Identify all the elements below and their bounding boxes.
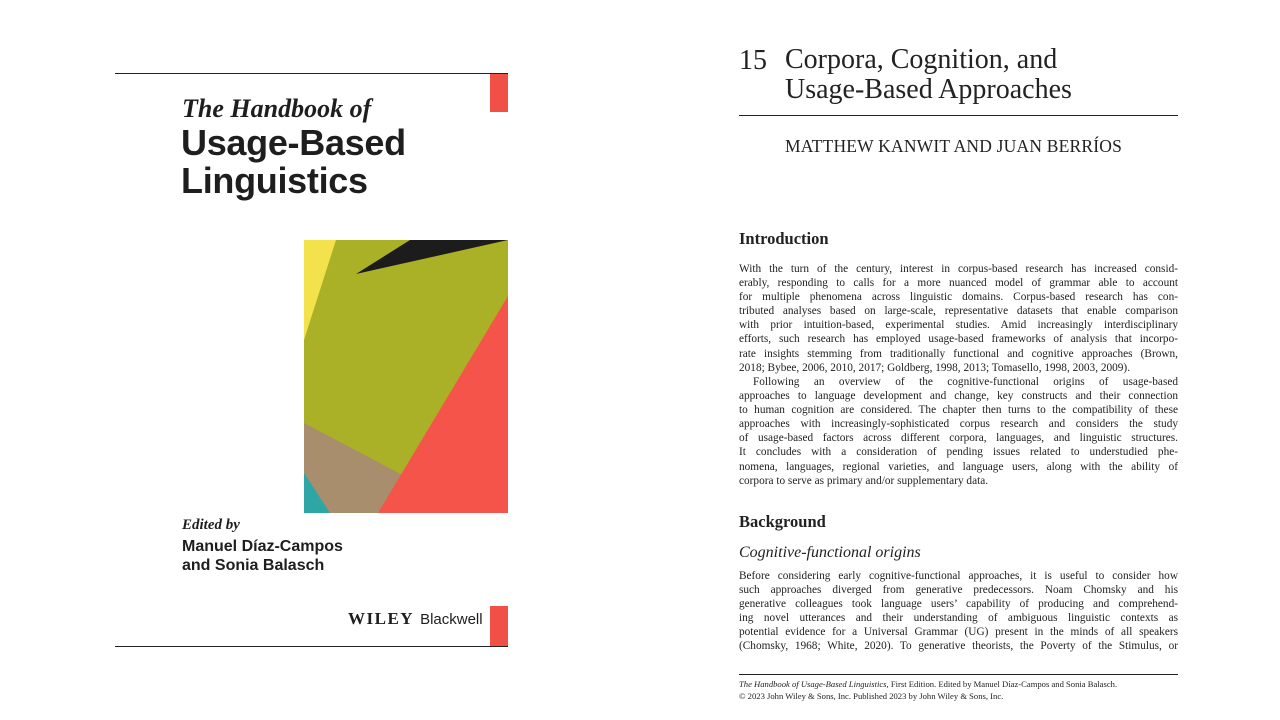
chapter-title-line-2: Usage-Based Approaches <box>785 74 1072 105</box>
text-line: approaches with increasingly-sophisticated corpus research and considers the study <box>739 418 1178 431</box>
text-line: erably, responding to calls for a more nuanced model of grammar able to account <box>739 277 1178 290</box>
editor-line-1: Manuel Díaz-Campos <box>182 538 343 555</box>
text-line: with prior intuition-based, experimental studies. Amid increasingly interdisciplinary <box>739 319 1178 332</box>
cover-bottom-rule <box>115 646 508 647</box>
text-line: generative colleagues took language users’ capability of producing and comprehend- <box>739 598 1178 611</box>
chapter-number: 15 <box>739 45 767 76</box>
intro-paragraph-2 <box>739 375 1178 488</box>
text-line: It concludes with a consideration of pending issues related to understudied phe- <box>739 446 1178 459</box>
text-line: of usage-based factors across different corpora, languages, and linguistic structures. <box>739 432 1178 445</box>
cover-red-tab-bottom <box>490 606 508 646</box>
publisher-blackwell: Blackwell <box>420 611 483 628</box>
text-line: tributed analyses based on large-scale, representative datasets that enable comparison <box>739 305 1178 318</box>
text-line: (Chomsky, 1968; White, 2020). To generative theorists, the Poverty of the Stimulus, or <box>739 640 1178 653</box>
text-line: nomena, languages, regional varieties, and language users, along with the ability of <box>739 460 1178 473</box>
chapter-title-rule <box>739 115 1178 116</box>
footnote-line-2: © 2023 John Wiley & Sons, Inc. Published 2023 by John Wiley & Sons, Inc. <box>739 690 1004 701</box>
text-line: Following an overview of the cognitive-functional origins of usage-based <box>753 376 1178 388</box>
cover-title-italic: The Handbook of <box>182 94 372 123</box>
chapter-page <box>640 0 1280 720</box>
cover-red-tab-top <box>490 74 508 112</box>
text-line: approaches to language development and change, key constructs and their connection <box>739 390 1178 403</box>
cover-title <box>181 124 406 200</box>
text-line: ing novel utterances and their understanding of ambiguous linguistic contexts as <box>739 612 1178 625</box>
background-heading: Background <box>739 512 826 531</box>
chapter-title <box>785 45 1072 105</box>
footnote-line-1: The Handbook of Usage-Based Linguistics, First Edition. Edited by Manuel Díaz-Campos and Sonia Balasch. <box>739 679 1118 689</box>
text-line: potential evidence for a Universal Grammar (UG) present in the minds of all speakers <box>739 626 1178 639</box>
publisher-logo <box>348 609 483 629</box>
intro-paragraph-1 <box>739 262 1178 375</box>
text-line: for multiple phenomena across linguistic domains. Corpus-based research has con- <box>739 291 1178 304</box>
background-paragraph-1 <box>739 569 1178 654</box>
editor-line-2: and Sonia Balasch <box>182 557 325 574</box>
edited-by-label: Edited by <box>182 517 240 533</box>
chapter-authors: MATTHEW KANWIT AND JUAN BERRÍOS <box>785 136 1123 156</box>
text-line: Before considering early cognitive-functional approaches, it is useful to consider how <box>739 570 1178 582</box>
text-line: With the turn of the century, interest in corpus-based research has increased consid- <box>739 263 1178 275</box>
cover-title-line-2: Linguistics <box>181 160 368 201</box>
cover-top-rule <box>115 73 508 74</box>
footnote-rule <box>739 674 1178 675</box>
publisher-wiley: WILEY <box>348 609 415 628</box>
chapter-title-line-1: Corpora, Cognition, and <box>785 44 1058 75</box>
text-line: rate insights stemming from traditionally functional and cognitive approaches (Brown, <box>739 347 1178 360</box>
text-line: such approaches diverged from generative predecessors. Noam Chomsky and his <box>739 584 1178 597</box>
intro-heading: Introduction <box>739 229 829 248</box>
text-line: corpora to serve as primary and/or supplementary data. <box>739 474 989 487</box>
copyright-footnote <box>739 679 1117 702</box>
footnote-book-title: The Handbook of Usage-Based Linguistics <box>739 679 887 689</box>
cover-editors <box>182 537 343 575</box>
text-line: efforts, such research has employed usage-based frameworks of analysis that incorpo- <box>739 333 1178 346</box>
cover-artwork <box>304 240 508 513</box>
text-line: to human cognition are considered. The chapter then turns to the compatibility of these <box>739 404 1178 417</box>
cognitive-origins-subheading: Cognitive-functional origins <box>739 544 921 561</box>
text-line: 2018; Bybee, 2006, 2010, 2017; Goldberg, 1998, 2013; Tomasello, 1998, 2003, 2009). <box>739 361 1131 374</box>
cover-title-line-1: Usage-Based <box>181 122 406 163</box>
